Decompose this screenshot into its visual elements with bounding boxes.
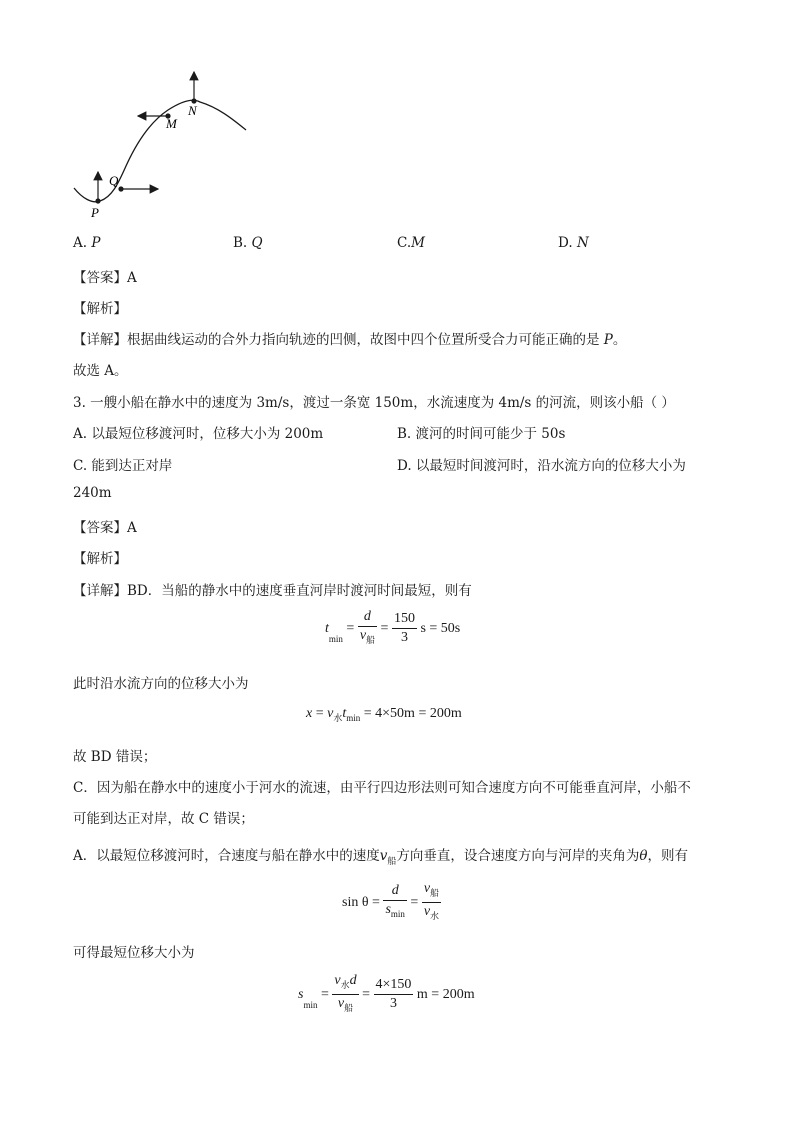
q3-a-text: A．以最短位移渡河时，合速度与船在静水中的速度$v_船$方向垂直，设合速度方向与河岸的夹角为θ，则有 (73, 848, 689, 867)
q2-answer: 【答案】A (73, 270, 137, 286)
q3-bd-text: 【详解】BD．当船的静水中的速度垂直河岸时渡河时间最短，则有 (73, 583, 472, 599)
q3-option-b[interactable]: B. 渡河的时间可能少于 50s (397, 426, 566, 442)
q3-get-text: 可得最短位移大小为 (73, 945, 195, 961)
q3-c-text-1: C．因为船在静水中的速度小于河水的流速，由平行四边形法则可知合速度方向不可能垂直河岸，小船不 (73, 780, 691, 796)
q2-option-b[interactable]: B. Q (233, 235, 263, 251)
q2-option-c[interactable]: C.M (397, 235, 425, 251)
q3-bd-wrong: 故 BD 错误； (73, 749, 157, 765)
q2-option-d[interactable]: D. N (558, 235, 589, 251)
q2-option-a[interactable]: A. P (73, 235, 101, 251)
equation-tmin: tmin = $\frac{d}{v_船}$ = $\frac{150}{3}$ s = 50s (325, 608, 460, 649)
q3-c-text-2: 可能到达正对岸，故 C 错误； (73, 811, 254, 827)
q3-option-c[interactable]: C. 能到达正对岸 (73, 458, 173, 474)
q3-answer: 【答案】A (73, 520, 137, 536)
label-q: Q (109, 173, 119, 188)
q3-option-d-cont: 240m (73, 485, 112, 501)
q3-option-a[interactable]: A. 以最短位移渡河时，位移大小为 200m (73, 426, 324, 442)
q2-detail: 【详解】根据曲线运动的合外力指向轨迹的凹侧，故图中四个位置所受合力可能正确的是 P。 (73, 332, 627, 348)
label-m: M (166, 116, 177, 131)
q3-stem: 3. 一艘小船在静水中的速度为 3m/s，渡过一条宽 150m，水流速度为 4m/s 的河流，则该小船（ ） (73, 395, 675, 411)
q2-analysis-tag: 【解析】 (73, 301, 127, 317)
q2-conclusion: 故选 A。 (73, 363, 128, 379)
label-n: N (188, 103, 197, 118)
equation-x: $x = v_水t_{min} = 4\times 50m = 200m$ (306, 706, 462, 723)
q3-along-text: 此时沿水流方向的位移大小为 (73, 676, 249, 692)
label-p: P (91, 205, 99, 220)
equation-smin: smin = $\frac{v_水d}{v_船}$ = $\frac{4\times 150}{3}$ m = 200m (298, 972, 475, 1017)
q3-analysis-tag: 【解析】 (73, 551, 127, 567)
q3-option-d[interactable]: D. 以最短时间渡河时，沿水流方向的位移大小为 (397, 458, 686, 474)
trajectory-figure (60, 60, 260, 225)
equation-sin-theta: sin θ = $\frac{d}{s_{min}}$ = $\frac{v_船}{v_水}$ (342, 880, 441, 925)
